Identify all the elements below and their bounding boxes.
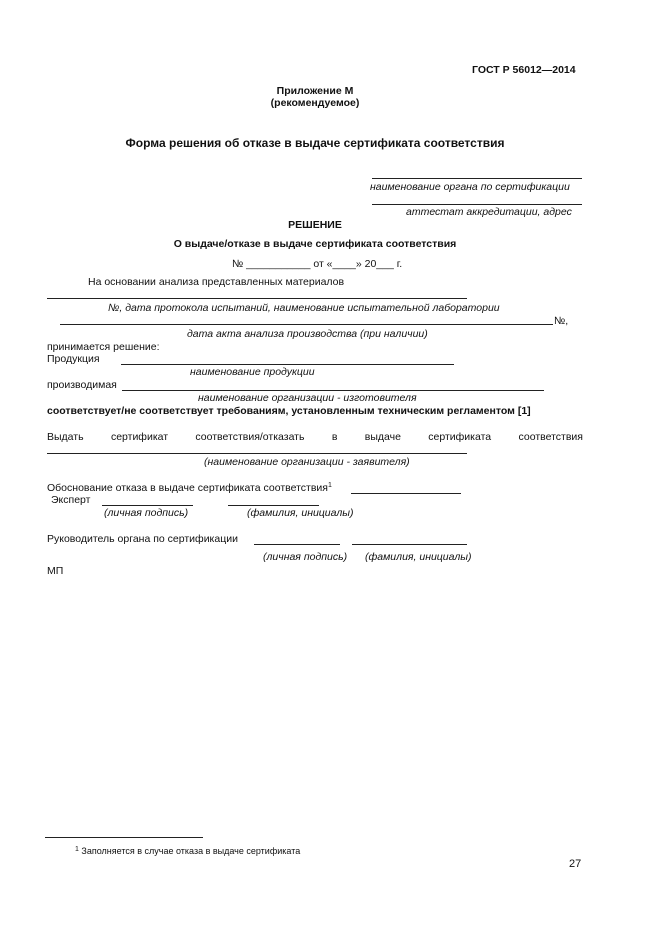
protocol-caption: №, дата протокола испытаний, наименование испытательной лаборатории (108, 302, 500, 314)
issue-word: в (331, 431, 338, 443)
manufacturer-line (122, 390, 544, 391)
decision-subheading: О выдаче/отказе в выдаче сертификата соответствия (173, 238, 457, 250)
issue-word: сертификата (428, 431, 492, 443)
compliance-text: соответствует/не соответствует требованиям, установленным техническим регламентом [1] (47, 405, 531, 417)
issue-word: Выдать (47, 431, 84, 443)
head-label: Руководитель органа по сертификации (47, 533, 238, 545)
accepted-text: принимается решение: (47, 341, 160, 353)
footnote-mark: 1 (75, 846, 79, 853)
product-caption: наименование продукции (190, 366, 315, 378)
product-line (121, 364, 454, 365)
justification-label: Обоснование отказа в выдаче сертификата соответствия$^1$ (47, 482, 332, 494)
footnote (75, 846, 300, 857)
issue-word: соответствия (518, 431, 583, 443)
decision-number-date: № ___________ от «____» 20___ г. (232, 258, 403, 270)
cert-body-name-line (372, 178, 582, 179)
expert-label: Эксперт (51, 494, 91, 506)
expert-name-caption: (фамилия, инициалы) (247, 507, 354, 519)
page-number: 27 (569, 858, 582, 870)
manufactured-label: производимая (47, 379, 117, 391)
product-label: Продукция (47, 353, 100, 365)
expert-signature-line (102, 505, 193, 506)
manufacturer-caption: наименование организации - изготовителя (198, 392, 417, 404)
protocol-line (47, 298, 467, 299)
seal-label: МП (47, 565, 64, 577)
head-signature-caption: (личная подпись) (263, 551, 348, 563)
appendix-subtitle: (рекомендуемое) (270, 97, 360, 109)
footnote-text: Заполняется в случае отказа в выдаче сертификата (81, 846, 301, 856)
appendix-title: Приложение М (276, 85, 354, 97)
footnote-separator (45, 837, 203, 838)
applicant-line (47, 453, 467, 454)
act-caption: дата акта анализа производства (при наличии) (187, 328, 428, 340)
applicant-caption: (наименование организации - заявителя) (204, 456, 410, 468)
accreditation-caption: аттестат аккредитации, адрес (406, 206, 572, 218)
head-signature-line (254, 544, 340, 545)
basis-text: На основании анализа представленных материалов (88, 276, 345, 288)
expert-name-line (228, 505, 319, 506)
issue-line (47, 431, 583, 443)
head-name-line (352, 544, 467, 545)
head-name-caption: (фамилия, инициалы) (365, 551, 472, 563)
cert-body-name-caption: наименование органа по сертификации (370, 181, 570, 193)
footnote-ref: 1 (327, 482, 332, 489)
issue-word: соответствия/отказать (195, 431, 305, 443)
expert-signature-caption: (личная подпись) (104, 507, 189, 519)
accreditation-line (372, 204, 582, 205)
act-line (60, 324, 553, 325)
issue-word: выдаче (364, 431, 401, 443)
justification-line (351, 493, 461, 494)
form-title: Форма решения об отказе в выдаче сертификата соответствия (125, 136, 505, 150)
number-suffix: №, (554, 315, 569, 327)
decision-heading: РЕШЕНИЕ (288, 219, 342, 231)
standard-id: ГОСТ Р 56012—2014 (472, 64, 576, 76)
issue-word: сертификат (110, 431, 169, 443)
